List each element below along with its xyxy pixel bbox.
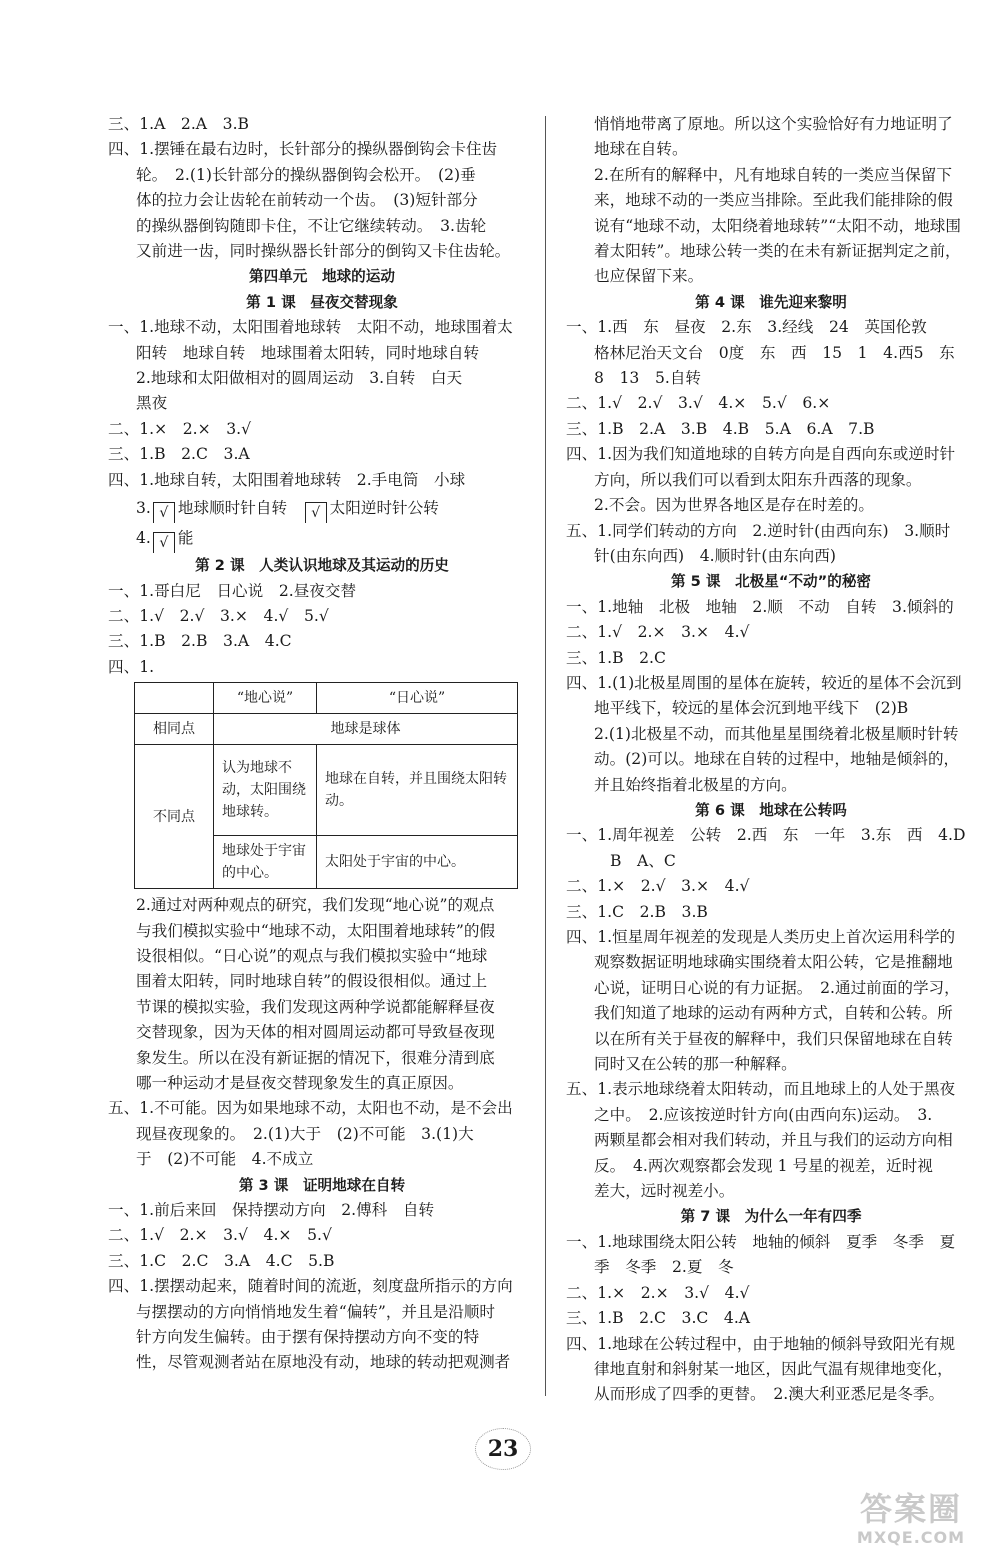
check-box-icon: √ (153, 502, 175, 523)
answer-text: 能 (177, 529, 194, 548)
answer-line: 从而形成了四季的更替。 2.澳大利亚悉尼是冬季。 (594, 1385, 945, 1404)
answer-line: 二、1.× 2.√ 3.× 4.√ (566, 877, 750, 896)
answer-line: 着太阳转”。地球公转一类的在未有新证据判定之前， (594, 242, 961, 261)
answer-line: 2.(1)北极星不动，而其他星星围绕着北极星顺时针转 (594, 724, 959, 743)
answer-text: 太阳逆时针公转 (329, 499, 439, 518)
answer-line: 2.不会。因为世界各地区是存在时差的。 (594, 496, 874, 515)
table-cell: 地球是球体 (214, 714, 518, 745)
answer-line: 心说，证明日心说的有力证据。 2.通过前面的学习， (594, 978, 960, 997)
answer-line: 也应保留下来。 (594, 267, 704, 286)
answer-line: 方向，所以我们可以看到太阳东升西落的现象。 (594, 470, 922, 489)
check-box-icon: √ (305, 502, 327, 523)
left-column (108, 112, 536, 1376)
lesson-heading: 第 5 课 北极星“不动”的秘密 (670, 573, 872, 591)
answer-line: 现昼夜现象的。 2.(1)大于 (2)不可能 3.(1)大 (136, 1124, 474, 1143)
check-box-icon: √ (153, 532, 175, 553)
answer-line: 8 13 5.自转 (594, 369, 702, 388)
answer-text: 地球顺时针自转 (177, 499, 288, 518)
answer-line: 三、1.B 2.C 3.C 4.A (566, 1309, 751, 1328)
answer-line: 与我们模拟实验中“地球不动，太阳围着地球转”的假 (136, 921, 496, 940)
answer-line: 轮。 2.(1)长针部分的操纵器倒钩会松开。 (2)垂 (136, 165, 476, 184)
answer-line: 一、1.前后来回 保持摆动方向 2.傅科 自转 (108, 1201, 435, 1219)
answer-line: 三、1.B 2.C (566, 648, 666, 667)
answer-line: 格林尼治天文台 0度 东 西 15 1 4.西5 东 (594, 343, 955, 362)
answer-line: 二、1.√ 2.× 3.× 4.√ (566, 623, 750, 642)
answer-number: 3. (136, 499, 151, 518)
answer-line: 观察数据证明地球确实围绕着太阳公转，它是推翻地 (594, 953, 953, 972)
lesson-heading: 第 2 课 人类认识地球及其运动的历史 (195, 557, 449, 575)
answer-line: 针方向发生偏转。由于摆有保持摆动方向不变的特 (136, 1328, 480, 1347)
table-row (135, 714, 518, 745)
answer-line: 三、1.B 2.B 3.A 4.C (108, 632, 292, 651)
answer-line: 差大，远时视差小。 (594, 1182, 735, 1201)
answer-line: 一、1.周年视差 公转 2.西 东 一年 3.东 西 4.D (566, 826, 966, 845)
answer-line: 哪一种运动才是昼夜交替现象发生的真正原因。 (136, 1073, 464, 1092)
right-column (566, 112, 976, 1408)
table-row (135, 745, 518, 836)
answer-line: 二、1.√ 2.× 3.√ 4.× 5.√ (108, 1226, 332, 1245)
answer-line: 四、1.摆锤在最右边时，长针部分的操纵器倒钩会卡住齿 (108, 140, 498, 159)
lesson-heading: 第 3 课 证明地球在自转 (238, 1176, 406, 1194)
answer-line: 三、1.A 2.A 3.B (108, 115, 249, 133)
answer-line: 季 冬季 2.夏 冬 (594, 1258, 734, 1277)
table-cell (135, 683, 214, 714)
answer-line: 之中。 2.应该按逆时针方向(由西向东)运动。 3. (594, 1105, 933, 1124)
watermark-logo: 答案圈 (859, 1490, 962, 1528)
answer-line: 三、1.B 2.C 3.A (108, 445, 250, 464)
table-header: “日心说” (317, 683, 518, 714)
answer-line: 2.通过对两种观点的研究，我们发现“地心说”的观点 (136, 896, 495, 915)
answer-line: 一、1.地轴 北极 地轴 2.顺 不动 自转 3.倾斜的 (566, 597, 954, 616)
answer-line: 又前进一齿，同时操纵器长针部分的倒钩又卡住齿轮。 (136, 242, 511, 261)
answer-line: 二、1.× 2.× 3.√ (108, 419, 252, 438)
answer-line: 四、1.恒星周年视差的发现是人类历史上首次运用科学的 (566, 928, 956, 946)
answer-line: 四、1. (108, 657, 155, 676)
answer-line: 针(由东向西) 4.顺时针(由东向西) (594, 546, 836, 565)
table-row-label: 不同点 (135, 745, 214, 889)
answer-line: 与摆摆动的方向悄悄地发生着“偏转”，并且是沿顺时 (136, 1302, 496, 1321)
table-cell: 太阳处于宇宙的中心。 (317, 836, 518, 889)
answer-line: 节课的模拟实验，我们发现这两种学说都能解释昼夜 (136, 997, 495, 1016)
answer-line: 一、1.地球不动，太阳围着地球转 太阳不动，地球围着太 (108, 318, 513, 337)
answer-number: 4. (136, 529, 151, 548)
answer-line: 围着太阳转，同时地球自转”的假设很相似。通过上 (136, 972, 488, 991)
answer-line: 的操纵器倒钩随即卡住，不让它继续转动。 3.齿轮 (136, 216, 487, 235)
answer-line: 四、1.地球自转，太阳围着地球转 2.手电筒 小球 (108, 470, 466, 489)
answer-line: 设很相似。“日心说”的观点与我们模拟实验中“地球 (136, 946, 488, 965)
answer-line: 同时又在公转的那一种解释。 (594, 1055, 797, 1074)
answer-line-with-boxes (108, 493, 536, 523)
watermark (836, 1490, 986, 1550)
column-divider (545, 116, 546, 1396)
answer-line: 四、1.(1)北极星周围的星体在旋转，较近的星体不会沉到 (566, 673, 962, 692)
answer-line: 地球在自转。 (594, 140, 688, 159)
answer-line: 并且始终指着北极星的方向。 (594, 775, 797, 794)
answer-line: 两颗星都会相对我们转动，并且与我们的运动方向相 (594, 1131, 953, 1150)
answer-line: 2.地球和太阳做相对的圆周运动 3.自转 白天 (136, 369, 463, 388)
table-header: “地心说” (214, 683, 317, 714)
answer-line: 二、1.× 2.× 3.√ 4.√ (566, 1283, 750, 1302)
answer-line: 反。 4.两次观察都会发现 1 号星的视差，近时视 (594, 1156, 933, 1175)
answer-line: 于 (2)不可能 4.不成立 (136, 1150, 314, 1169)
answer-line: 五、1.同学们转动的方向 2.逆时针(由西向东) 3.顺时 (566, 521, 951, 540)
table-cell: 地球处于宇宙的中心。 (214, 836, 317, 889)
answer-line: 五、1.表示地球绕着太阳转动，而且地球上的人处于黑夜 (566, 1080, 956, 1099)
lesson-heading: 第 4 课 谁先迎来黎明 (695, 293, 847, 311)
answer-line: 以在所有关于昼夜的解释中，我们只保留地球在自转 (594, 1029, 953, 1048)
answer-line: 一、1.地球围绕太阳公转 地轴的倾斜 夏季 冬季 夏 (566, 1232, 956, 1251)
answer-line: 一、1.哥白尼 日心说 2.昼夜交替 (108, 581, 357, 600)
answer-line: 五、1.不可能。因为如果地球不动，太阳也不动，是不会出 (108, 1099, 513, 1118)
answer-line: 象发生。所以在没有新证据的情况下，很难分清到底 (136, 1048, 495, 1067)
answer-line: 三、1.B 2.A 3.B 4.B 5.A 6.A 7.B (566, 419, 875, 438)
lesson-heading: 第 1 课 昼夜交替现象 (246, 293, 398, 311)
answer-line: 三、1.C 2.B 3.B (566, 902, 708, 921)
answer-line: 性，尽管观测者站在原地没有动，地球的转动把观测者 (136, 1353, 511, 1372)
answer-line: B A、C (610, 851, 676, 870)
watermark-site: MXQE.COM (856, 1528, 966, 1547)
answer-line: 三、1.C 2.C 3.A 4.C 5.B (108, 1251, 335, 1270)
answer-line: 体的拉力会让齿轮在前转动一个齿。 (3)短针部分 (136, 191, 478, 210)
answer-line: 四、1.摆摆动起来，随着时间的流逝，刻度盘所指示的方向 (108, 1277, 513, 1296)
answer-line: 律地直射和斜射某一地区，因此气温有规律地变化， (594, 1359, 953, 1378)
answer-line: 二、1.√ 2.√ 3.√ 4.× 5.√ 6.× (566, 394, 831, 413)
answer-line: 四、1.地球在公转过程中，由于地轴的倾斜导致阳光有规 (566, 1334, 956, 1353)
answer-line: 二、1.√ 2.√ 3.× 4.√ 5.√ (108, 606, 329, 625)
answer-line: 交替现象，因为天体的相对圆周运动都可导致昼夜现 (136, 1023, 495, 1042)
answer-line: 我们知道了地球的运动有两种方式，自转和公转。所 (594, 1004, 953, 1023)
lesson-heading: 第 6 课 地球在公转吗 (695, 801, 847, 819)
page-number: 23 (475, 1428, 531, 1470)
table-row (135, 683, 518, 714)
answer-line: 动。(2)可以。地球在自转的过程中，地轴是倾斜的， (594, 750, 960, 769)
answer-line: 四、1.因为我们知道地球的自转方向是自西向东或逆时针 (566, 445, 956, 464)
answer-line: 悄悄地带离了原地。所以这个实验恰好有力地证明了 (594, 115, 953, 133)
table-row-label: 相同点 (135, 714, 214, 745)
answer-line: 地平线下，较远的星体会沉到地平线下 (2)B (594, 699, 909, 718)
answer-line: 来，地球不动的一类应当排除。至此我们能排除的假 (594, 191, 953, 210)
comparison-table (134, 682, 518, 889)
unit-heading: 第四单元 地球的运动 (249, 268, 395, 286)
answer-line: 黑夜 (136, 394, 168, 413)
table-cell: 地球在自转，并且围绕太阳转动。 (317, 745, 518, 836)
answer-line: 阳转 地球自转 地球围着太阳转，同时地球自转 (136, 343, 480, 362)
answer-line: 一、1.西 东 昼夜 2.东 3.经线 24 英国伦敦 (566, 318, 927, 337)
answer-line-with-box (108, 523, 536, 553)
table-cell: 认为地球不动，太阳围绕地球转。 (214, 745, 317, 836)
lesson-heading: 第 7 课 为什么一年有四季 (680, 1208, 862, 1226)
answer-line: 说有“地球不动，太阳绕着地球转”“太阳不动，地球围 (594, 216, 961, 235)
answer-line: 2.在所有的解释中，凡有地球自转的一类应当保留下 (594, 165, 952, 184)
